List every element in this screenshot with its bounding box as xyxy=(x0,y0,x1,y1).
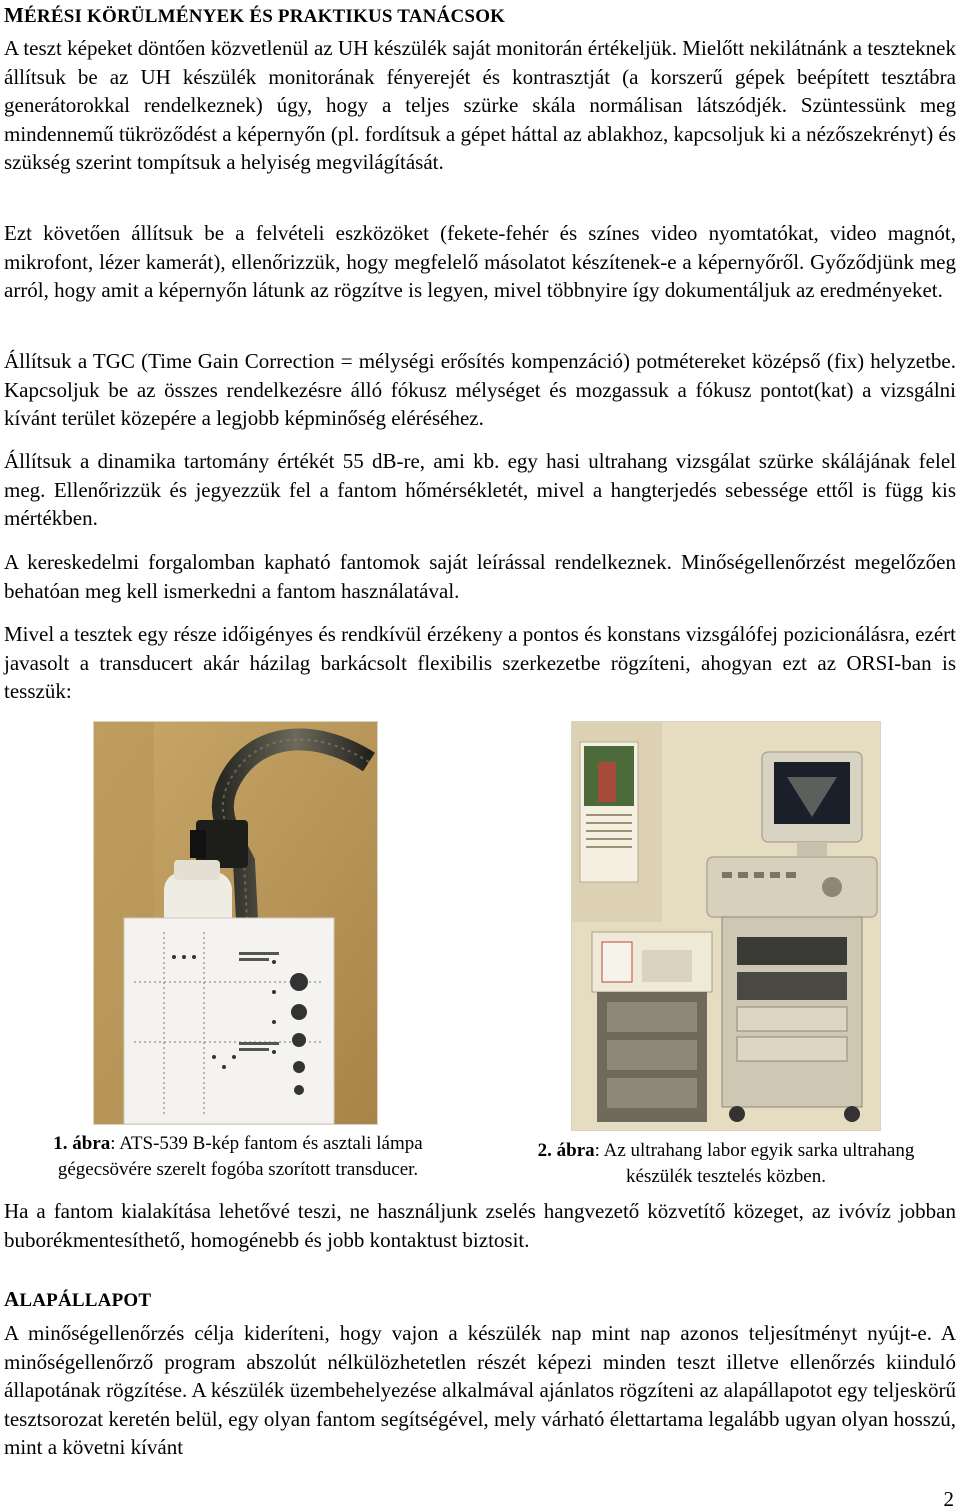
paragraph-recording-devices: Ezt követően állítsuk be a felvételi eszközöket (fekete-fehér és színes video nyomtatókat, video magnót, mikrofont, lézer kamerát), ellenőrizzük, hogy megfelelő másolatot készítenek-e a képernyőről. Győződjünk meg arról, hogy amit a képernyőn látunk az rögzítve is legyen, mivel többnyire így dokumentáljuk az eredményeket. xyxy=(4,221,956,303)
paragraph-coupling-medium: Ha a fantom kialakítása lehetővé teszi, ne használjunk zselés hangvezető közvetítő közeget, az ivóvíz jobban buborékmentesíthető, homogénebb és jobb kontaktust biztosit. xyxy=(4,1199,956,1252)
figure-1-photo xyxy=(93,721,378,1125)
ultrasound-lab-illustration xyxy=(572,722,880,1130)
paragraph-commercial-phantoms: A kereskedelmi forgalomban kapható fantomok saját leírással rendelkeznek. Minőségellenőrzést megelőzően behatóan meg kell ismerkedni a fantom használatával. xyxy=(4,550,956,603)
paragraph-baseline: A minőségellenőrzés célja kideríteni, hogy vajon a készülék nap mint nap azonos teljesítményt nyújt-e. A minőségellenőrző program abszolút nélkülözhetetlen részét képezi minden teszt illetve ellenőrzés kiinduló állapotának rögzítése. A készülék üzembehelyezése alkalmával ajánlatos rögzíteni az alapállapotot egy teljeskörű tesztsorozat keretén belül, egy olyan fantom segítségével, mely várható élettartama legalább ugyan olyan hosszú, mint a követni kívánt xyxy=(4,1321,956,1460)
paragraph-tgc: Állítsuk a TGC (Time Gain Correction = mélységi erősítés kompenzáció) potmétereket középső (fix) helyzetbe. Kapcsoljuk be az összes rendelkezésre álló fókusz mélységet és mozgassuk a fókusz pontot(kat) a vizsgálni kívánt terület közepére a legjobb képminőség eléréséhez. xyxy=(4,349,956,431)
paragraph-dynamic-range: Állítsuk a dinamika tartomány értékét 55 dB-re, ami kb. egy hasi ultrahang vizsgálat szürke skálájának felel meg. Ellenőrizzük és jegyezzük fel a fantom hőmérsékletét, mivel a hangterjedés sebessége ettől is függ kis mértékben. xyxy=(4,449,956,531)
phantom-transducer-illustration xyxy=(94,722,377,1124)
figure-2-photo xyxy=(571,721,881,1131)
figure-2-caption: 2. ábra: Az ultrahang labor egyik sarka ultrahang készülék tesztelés közben. xyxy=(537,1140,915,1187)
page-number: 2 xyxy=(943,1487,954,1511)
section-heading-measurement: MÉRÉSI KÖRÜLMÉNYEK ÉS PRAKTIKUS TANÁCSOK xyxy=(4,3,506,27)
paragraph-positioning: Mivel a tesztek egy része időigényes és rendkívül érzékeny a pontos és konstans vizsgálófej pozicionálásra, ezért javasolt a transducert akár házilag barkácsolt flexibilis szerkezetbe rögzíteni, ahogyan ezt az ORSI-ban is tesszük: xyxy=(4,622,956,704)
figure-1-caption: 1. ábra: ATS-539 B-kép fantom és asztali lámpa gégecsövére szerelt fogóba szorított transducer. xyxy=(53,1133,423,1180)
section-heading-baseline: ALAPÁLLAPOT xyxy=(4,1287,152,1311)
paragraph-monitor-settings: A teszt képeket döntően közvetlenül az UH készülék saját monitorán értékeljük. Mielőtt nekilátnánk a teszteknek állítsuk be az UH készülék monitorának fényerejét és kontrasztját (a korszerű gépek beépített tesztábra generátorokkal rendelkeznek) úgy, hogy a teljes szürke skála normálisan látszódjék. Szüntessünk meg mindennemű tükröződést a képernyőn (pl. fordítsuk a gépet háttal az ablakhoz, kapcsoljuk ki a nézőszekrényt) és szükség szerint tompítsuk a helyiség megvilágítását. xyxy=(4,36,956,175)
